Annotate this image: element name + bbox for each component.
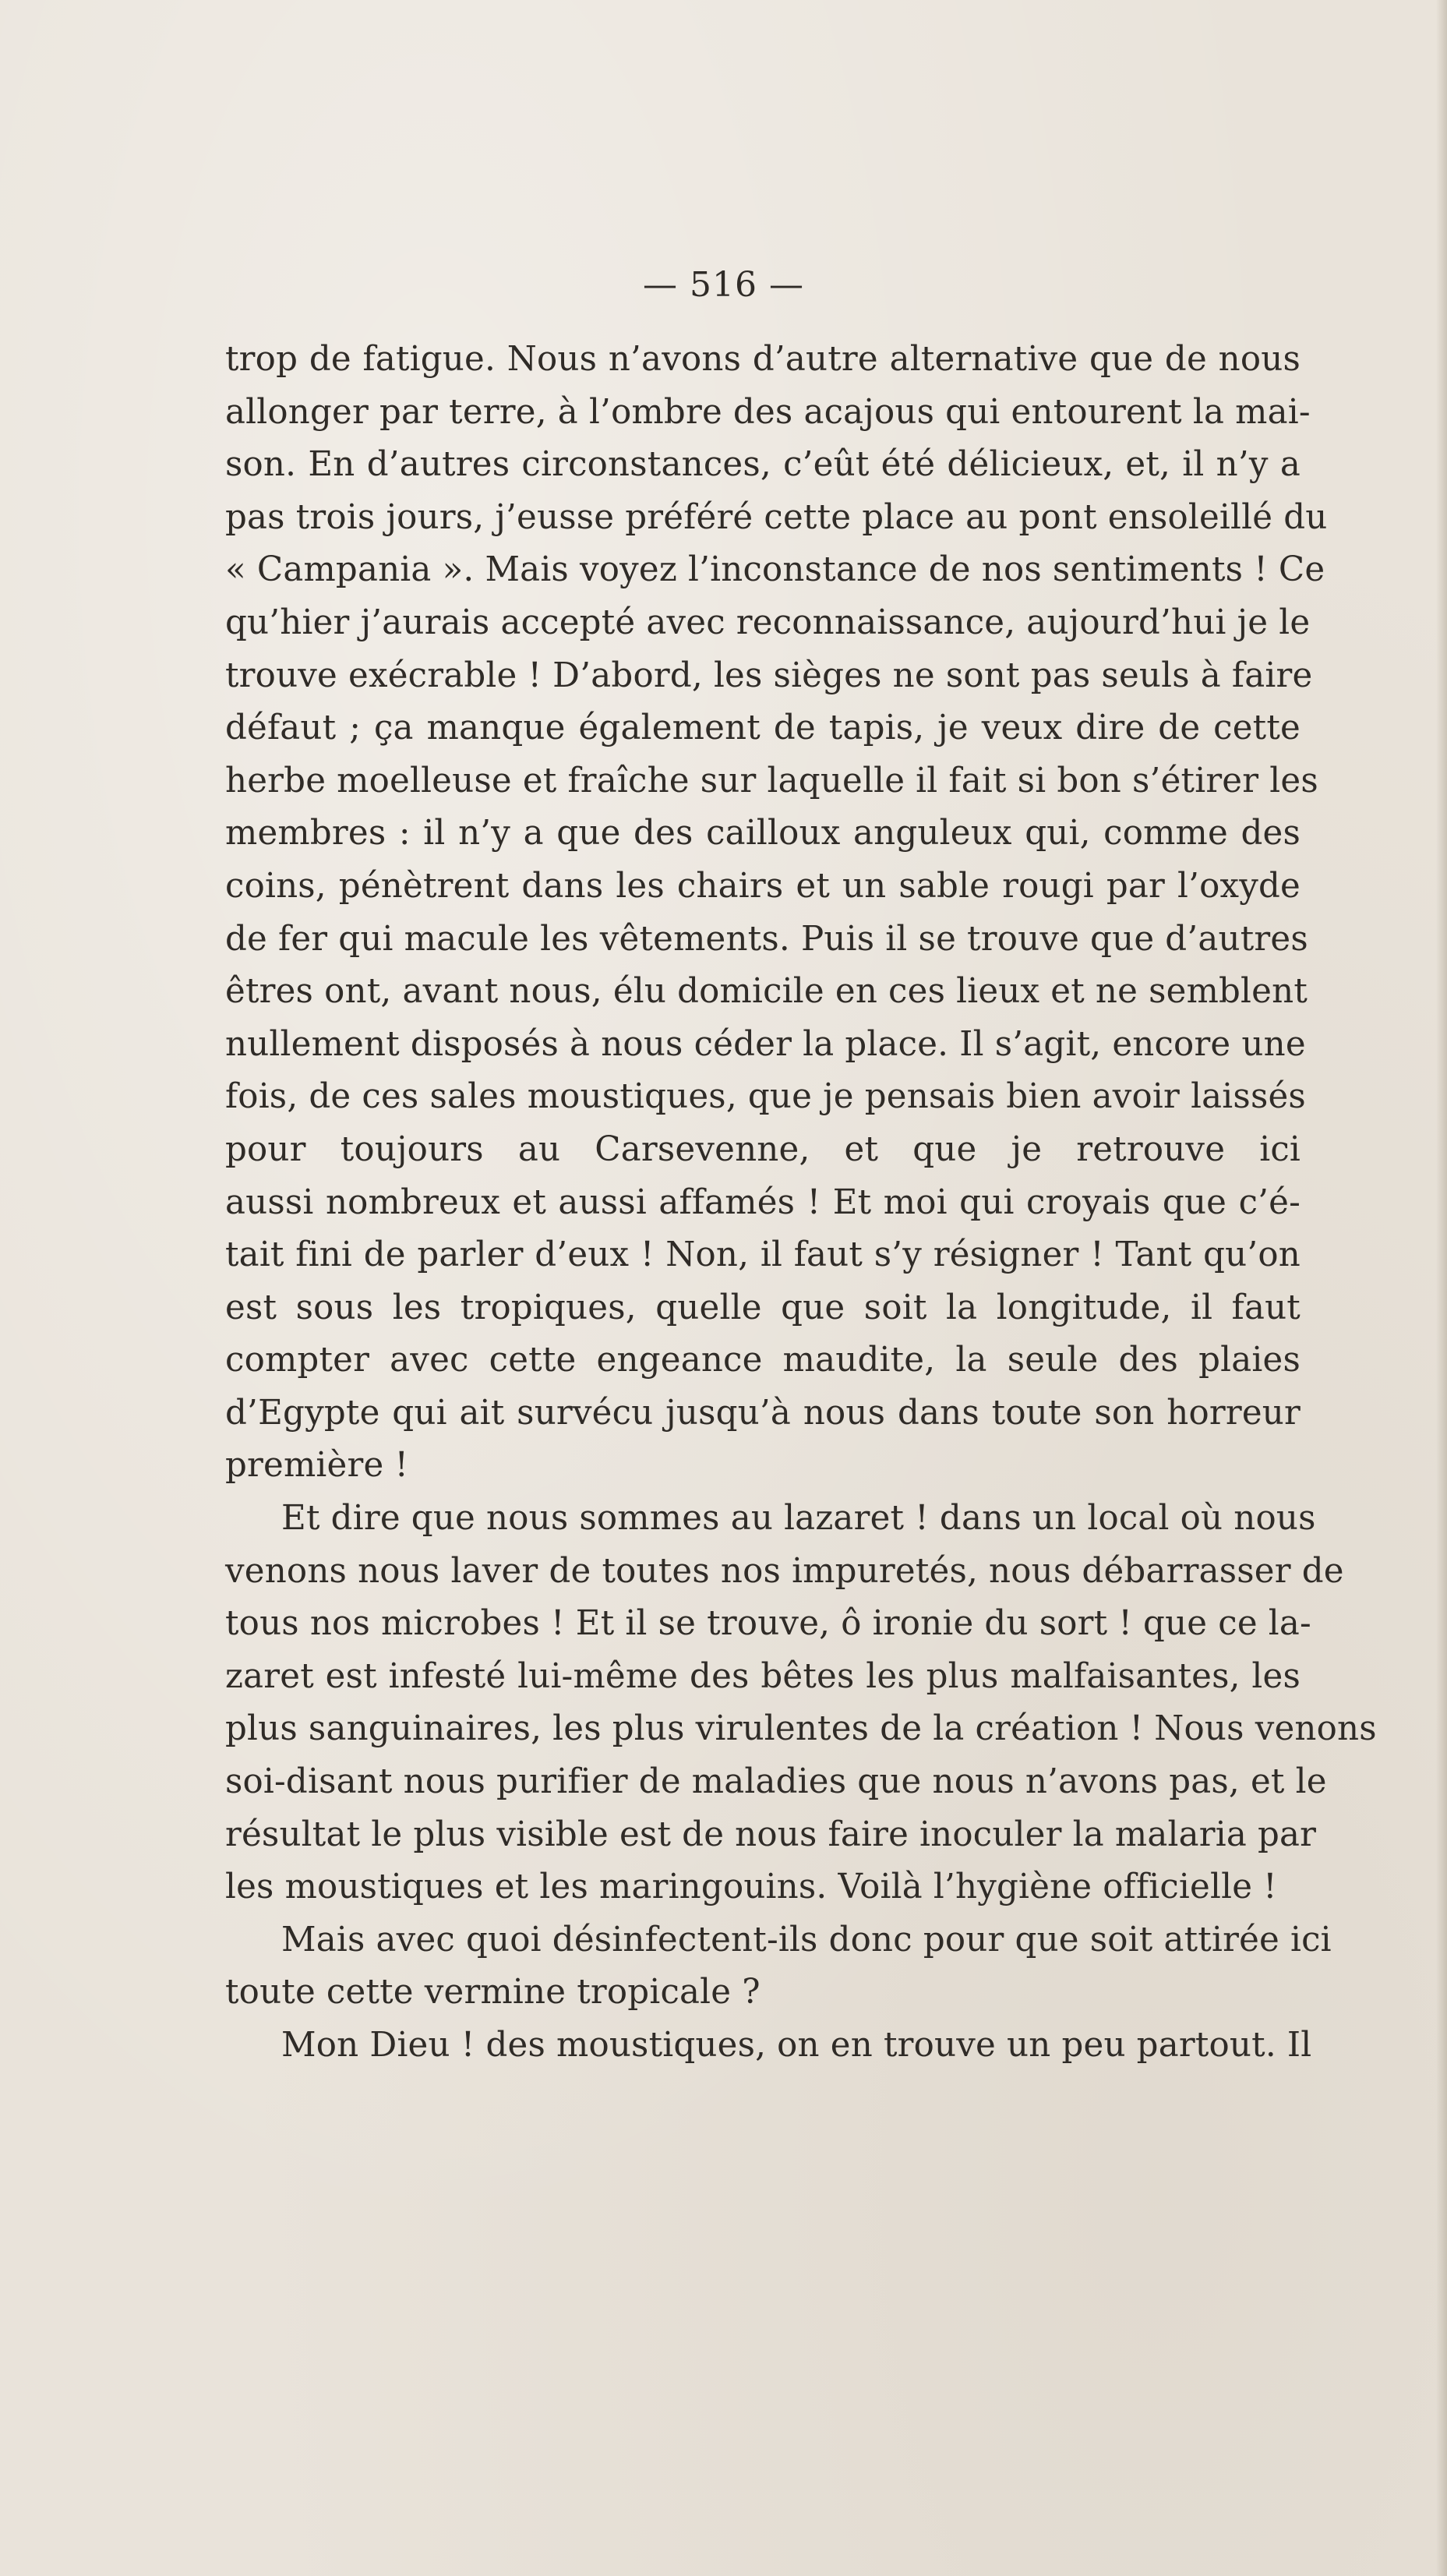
paragraph-end-line: les moustiques et les maringouins. Voilà l’hygiène officielle ! bbox=[225, 1868, 1277, 1907]
text-line: êtres ont, avant nous, élu domicile en ces lieux et ne semblent bbox=[225, 972, 1308, 1012]
text-line: d’Egypte qui ait survécu jusqu’à nous dans toute son horreur bbox=[225, 1393, 1301, 1433]
text-line: herbe moelleuse et fraîche sur laquelle il fait si bon s’étirer les bbox=[225, 761, 1318, 800]
text-line: membres : il n’y a que des cailloux anguleux qui, comme des bbox=[225, 814, 1301, 853]
paragraph-start-line: Mon Dieu ! des moustiques, on en trouve un peu partout. Il bbox=[281, 2026, 1312, 2065]
text-line: soi-disant nous purifier de maladies que nous n’avons pas, et le bbox=[225, 1762, 1327, 1802]
text-line: est sous les tropiques, quelle que soit la longitude, il faut bbox=[225, 1288, 1301, 1327]
text-line: nullement disposés à nous céder la place. Il s’agit, encore une bbox=[225, 1024, 1306, 1064]
page-edge-shadow bbox=[1436, 0, 1447, 2576]
text-line: tous nos microbes ! Et il se trouve, ô ironie du sort ! que ce la- bbox=[225, 1604, 1311, 1644]
text-line: tait fini de parler d’eux ! Non, il faut s’y résigner ! Tant qu’on bbox=[225, 1235, 1301, 1275]
text-line: « Campania ». Mais voyez l’inconstance de nos sentiments ! Ce bbox=[225, 550, 1325, 590]
text-line: allonger par terre, à l’ombre des acajous qui entourent la mai- bbox=[225, 392, 1311, 432]
paragraph-end-line: première ! bbox=[225, 1446, 409, 1486]
paragraph-start-line: Mais avec quoi désinfectent-ils donc pour que soit attirée ici bbox=[281, 1920, 1332, 1959]
text-line: plus sanguinaires, les plus virulentes de la création ! Nous venons bbox=[225, 1709, 1377, 1749]
text-line: qu’hier j’aurais accepté avec reconnaissance, aujourd’hui je le bbox=[225, 602, 1311, 642]
paragraph-start-line: Et dire que nous sommes au lazaret ! dans un local où nous bbox=[281, 1499, 1316, 1539]
text-line: zaret est infesté lui-même des bêtes les plus malfaisantes, les bbox=[225, 1656, 1301, 1696]
text-line: résultat le plus visible est de nous faire inoculer la malaria par bbox=[225, 1815, 1317, 1854]
text-line: coins, pénètrent dans les chairs et un sable rougi par l’oxyde bbox=[225, 866, 1301, 906]
text-line: pour toujours au Carsevenne, et que je retrouve ici bbox=[225, 1129, 1301, 1169]
text-line: pas trois jours, j’eusse préféré cette place au pont ensoleillé du bbox=[225, 497, 1328, 537]
text-line: compter avec cette engeance maudite, la seule des plaies bbox=[225, 1341, 1301, 1380]
text-line: aussi nombreux et aussi affamés ! Et moi qui croyais que c’é- bbox=[225, 1182, 1301, 1222]
paragraph-end-line: toute cette vermine tropicale ? bbox=[225, 1973, 761, 2012]
page-number: — 516 — bbox=[643, 265, 804, 305]
text-line: trop de fatigue. Nous n’avons d’autre alternative que de nous bbox=[225, 340, 1301, 379]
text-line: trouve exécrable ! D’abord, les sièges ne sont pas seuls à faire bbox=[225, 655, 1313, 695]
text-line: de fer qui macule les vêtements. Puis il se trouve que d’autres bbox=[225, 919, 1308, 959]
body-text bbox=[225, 334, 1377, 2072]
text-line: venons nous laver de toutes nos impuretés, nous débarrasser de bbox=[225, 1551, 1344, 1591]
text-line: fois, de ces sales moustiques, que je pensais bien avoir laissés bbox=[225, 1077, 1306, 1117]
text-line: défaut ; ça manque également de tapis, je veux dire de cette bbox=[225, 708, 1301, 748]
text-line: son. En d’autres circonstances, c’eût été délicieux, et, il n’y a bbox=[225, 445, 1301, 485]
